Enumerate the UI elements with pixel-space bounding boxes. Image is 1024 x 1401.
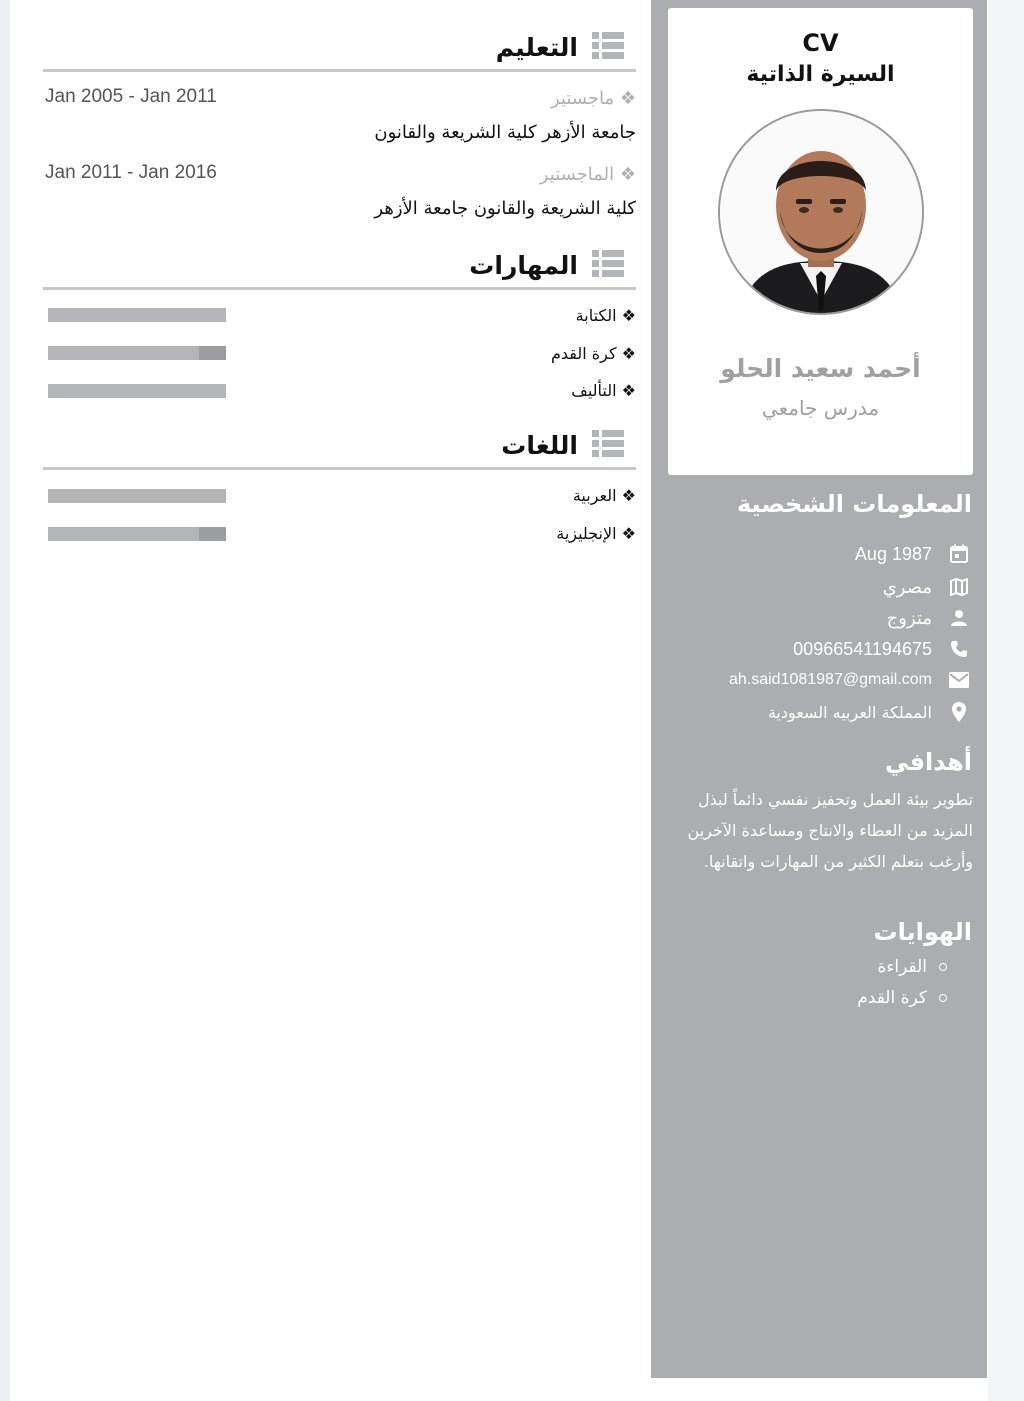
skills-heading: المهارات: [469, 251, 578, 280]
profile-job-title: مدرس جامعي: [761, 396, 880, 420]
skill-level-bar: [48, 346, 226, 360]
nationality-value: مصري: [882, 576, 932, 598]
languages-heading: اللغات: [501, 431, 578, 460]
hobby-item: [857, 988, 947, 1008]
info-email: [729, 665, 972, 695]
goals-text: تطوير بيئة العمل وتحفيز نفسي دائماً لبذل المزيد من العطاء والانتاج ومساعدة الآخرين وأرغب بتعلم الكثير من المهارات واتقانها.: [687, 790, 973, 871]
main-content: [43, 0, 636, 1378]
bar-fill: [48, 346, 199, 360]
skills-section-header: [43, 240, 636, 290]
section-divider: [43, 467, 636, 470]
education-institution: جامعة الأزهر كلية الشريعة والقانون: [374, 122, 636, 143]
bullet-icon: [939, 994, 947, 1002]
phone-icon: [946, 636, 972, 662]
profile-card: [668, 8, 973, 475]
hobbies-heading: الهوايات: [873, 918, 972, 946]
skill-label: ❖ كرة القدم: [550, 344, 636, 363]
map-icon: [946, 574, 972, 600]
email-icon: [946, 667, 972, 693]
info-marital-status: [887, 603, 972, 633]
bar-fill: [48, 308, 226, 322]
bar-fill: [48, 489, 226, 503]
education-dates: Jan 2005 - Jan 2011: [45, 86, 217, 107]
goals-heading: أهدافي: [885, 748, 972, 776]
cv-subtitle: السيرة الذاتية: [746, 62, 895, 87]
bar-remaining: [199, 527, 226, 541]
hobby-item: [877, 957, 947, 977]
phone-value[interactable]: 00966541194675: [793, 638, 932, 659]
education-heading: التعليم: [495, 33, 578, 62]
personal-info-heading: المعلومات الشخصية: [736, 490, 972, 518]
email-value[interactable]: ah.said1081987@gmail.com: [728, 671, 932, 688]
profile-photo: [718, 109, 924, 315]
info-phone: [793, 634, 972, 664]
bar-remaining: [199, 346, 226, 360]
bullet-icon: [939, 963, 947, 971]
section-divider: [43, 69, 636, 72]
info-address: [768, 697, 972, 727]
language-level-bar: [48, 489, 226, 503]
profile-name: أحمد سعيد الحلو: [720, 354, 921, 383]
language-level-bar: [48, 527, 226, 541]
education-degree: ❖ ماجستير: [551, 88, 636, 109]
skill-label: ❖ الكتابة: [575, 306, 636, 325]
hobby-label: كرة القدم: [857, 988, 927, 1008]
bar-fill: [48, 527, 199, 541]
skill-level-bar: [48, 384, 226, 398]
marital-status-value: متزوج: [886, 607, 932, 629]
cv-title: CV: [802, 29, 839, 57]
education-institution: كلية الشريعة والقانون جامعة الأزهر: [374, 198, 636, 219]
page-edge-left: [0, 0, 10, 1401]
info-birthdate: [855, 539, 972, 569]
bar-fill: [48, 384, 226, 398]
location-pin-icon: [946, 699, 972, 725]
education-dates: Jan 2011 - Jan 2016: [45, 162, 217, 183]
education-degree: ❖ الماجستير: [539, 164, 636, 185]
language-label: ❖ الإنجليزية: [556, 524, 636, 543]
address-value: المملكة العربيه السعودية: [767, 702, 932, 722]
language-label: ❖ العربية: [572, 486, 636, 505]
info-nationality: [883, 572, 972, 602]
list-icon: [592, 430, 624, 458]
skill-level-bar: [48, 308, 226, 322]
hobby-label: القراءة: [877, 957, 927, 977]
birthdate-value: Aug 1987: [854, 543, 932, 564]
calendar-icon: [946, 541, 972, 567]
languages-section-header: [43, 420, 636, 470]
education-section-header: [43, 22, 636, 72]
list-icon: [592, 32, 624, 60]
section-divider: [43, 287, 636, 290]
person-icon: [946, 605, 972, 631]
list-icon: [592, 250, 624, 278]
skill-label: ❖ التأليف: [571, 381, 636, 400]
page-edge-right: [988, 0, 1024, 1401]
